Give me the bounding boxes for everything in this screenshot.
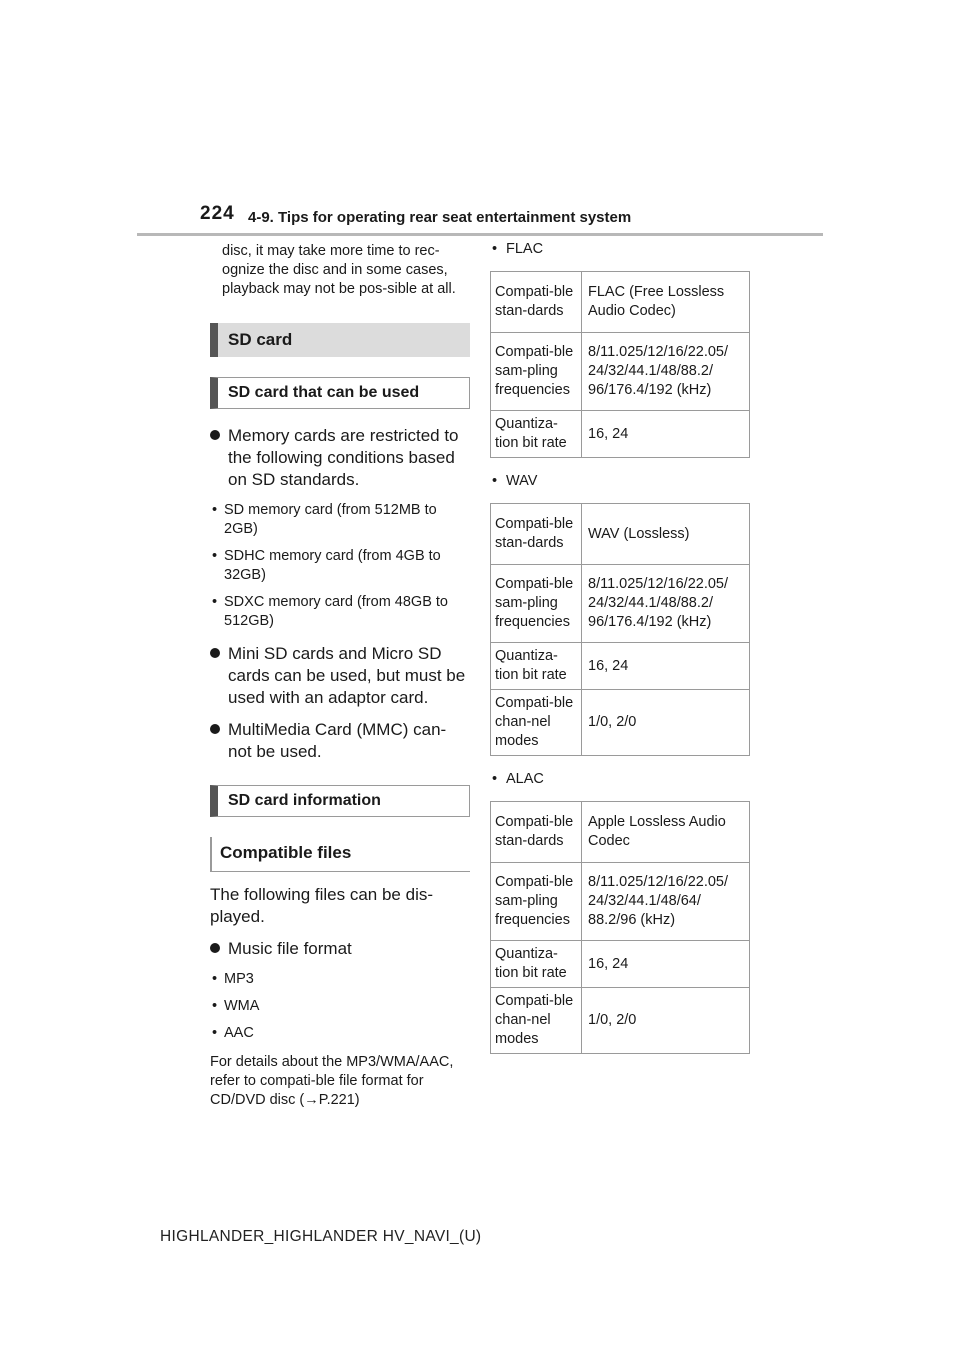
format-label-text: ALAC <box>506 771 544 787</box>
table-row <box>491 802 750 863</box>
page-reference-link[interactable]: P.221) <box>318 1092 360 1108</box>
table-value: 1/0, 2/0 <box>582 988 750 1054</box>
table-key: Compati-ble stan-dards <box>491 504 582 565</box>
compatible-files-heading: Compatible files <box>210 837 470 872</box>
sd-card-heading: SD card <box>210 323 470 357</box>
table-row <box>491 690 750 756</box>
continuation-text: disc, it may take more time to rec-ognize the disc and in some cases, playback may not be pos-sible at all. <box>222 243 456 297</box>
flac-label <box>490 240 752 259</box>
table-key: Compati-ble sam-pling frequencies <box>491 863 582 941</box>
footer-model: HIGHLANDER_HIGHLANDER HV_NAVI_(U) <box>160 1228 482 1245</box>
table-value: FLAC (Free Lossless Audio Codec) <box>582 272 750 333</box>
dot-icon: • <box>212 548 218 564</box>
alac-spec-table <box>490 801 750 1054</box>
sub-item-text: SDXC memory card (from 48GB to 512GB) <box>224 594 448 629</box>
dot-icon: • <box>212 502 218 518</box>
flac-spec-table <box>490 271 750 458</box>
table-row <box>491 643 750 690</box>
format-mp3 <box>210 970 470 989</box>
bullet-music-format <box>210 938 468 960</box>
bullet-mmc <box>210 719 468 763</box>
table-row <box>491 272 750 333</box>
dot-icon: • <box>212 1025 218 1041</box>
format-aac <box>210 1024 470 1043</box>
table-row <box>491 411 750 458</box>
table-row <box>491 504 750 565</box>
table-value: 16, 24 <box>582 411 750 458</box>
dot-icon: • <box>492 473 498 489</box>
sd-usable-heading: SD card that can be used <box>210 377 470 409</box>
format-label-text: WAV <box>506 473 538 489</box>
sub-item-sdhc <box>210 547 470 585</box>
arrow-icon: → <box>304 1092 319 1108</box>
bullet-icon <box>210 943 220 953</box>
note-text: For details about the MP3/WMA/AAC, refer to compati-ble file format for CD/DVD disc ( <box>210 1054 454 1108</box>
sd-info-heading: SD card information <box>210 785 470 817</box>
table-key: Compati-ble chan-nel modes <box>491 690 582 756</box>
table-row <box>491 333 750 411</box>
dot-icon: • <box>212 971 218 987</box>
table-row <box>491 565 750 643</box>
table-key: Quantiza-tion bit rate <box>491 643 582 690</box>
right-column <box>490 240 752 1068</box>
format-text: WMA <box>224 998 260 1014</box>
table-key: Compati-ble sam-pling frequencies <box>491 565 582 643</box>
bullet-memory-cards <box>210 425 468 491</box>
table-value: 8/11.025/12/16/22.05/ 24/32/44.1/48/88.2/ 96/176.4/192 (kHz) <box>582 333 750 411</box>
bullet-text: MultiMedia Card (MMC) can-not be used. <box>228 720 447 761</box>
dot-icon: • <box>212 998 218 1014</box>
details-note <box>210 1053 460 1110</box>
page-number: 224 <box>200 203 235 224</box>
sub-item-text: SD memory card (from 512MB to 2GB) <box>224 502 437 537</box>
table-value: 8/11.025/12/16/22.05/ 24/32/44.1/48/88.2/ 96/176.4/192 (kHz) <box>582 565 750 643</box>
table-key: Compati-ble stan-dards <box>491 802 582 863</box>
bullet-icon <box>210 648 220 658</box>
header-rule <box>137 233 823 236</box>
format-text: AAC <box>224 1025 254 1041</box>
bullet-icon <box>210 724 220 734</box>
table-value: 8/11.025/12/16/22.05/ 24/32/44.1/48/64/ 88.2/96 (kHz) <box>582 863 750 941</box>
alac-label <box>490 770 752 789</box>
table-key: Compati-ble chan-nel modes <box>491 988 582 1054</box>
table-key: Quantiza-tion bit rate <box>491 941 582 988</box>
left-column <box>210 240 470 1110</box>
bullet-text: Memory cards are restricted to the following conditions based on SD standards. <box>228 426 459 489</box>
dot-icon: • <box>492 241 498 257</box>
wav-label <box>490 472 752 491</box>
intro-text: The following files can be dis-played. <box>210 885 434 926</box>
table-key: Compati-ble sam-pling frequencies <box>491 333 582 411</box>
table-row <box>491 941 750 988</box>
format-label-text: FLAC <box>506 241 544 257</box>
section-title: 4-9. Tips for operating rear seat entertainment system <box>248 209 632 226</box>
sub-item-sdxc <box>210 593 470 631</box>
table-value: Apple Lossless Audio Codec <box>582 802 750 863</box>
bullet-text: Mini SD cards and Micro SD cards can be used, but must be used with an adaptor card. <box>228 644 466 707</box>
table-value: 16, 24 <box>582 643 750 690</box>
format-wma <box>210 997 470 1016</box>
bullet-icon <box>210 430 220 440</box>
bullet-mini-sd <box>210 643 468 709</box>
sub-item-sd <box>210 501 470 539</box>
table-value: 16, 24 <box>582 941 750 988</box>
dot-icon: • <box>212 594 218 610</box>
table-value: 1/0, 2/0 <box>582 690 750 756</box>
format-text: MP3 <box>224 971 254 987</box>
dot-icon: • <box>492 771 498 787</box>
table-key: Quantiza-tion bit rate <box>491 411 582 458</box>
table-row <box>491 988 750 1054</box>
bullet-text: Music file format <box>228 939 352 958</box>
table-key: Compati-ble stan-dards <box>491 272 582 333</box>
wav-spec-table <box>490 503 750 756</box>
sub-item-text: SDHC memory card (from 4GB to 32GB) <box>224 548 441 583</box>
table-value: WAV (Lossless) <box>582 504 750 565</box>
table-row <box>491 863 750 941</box>
